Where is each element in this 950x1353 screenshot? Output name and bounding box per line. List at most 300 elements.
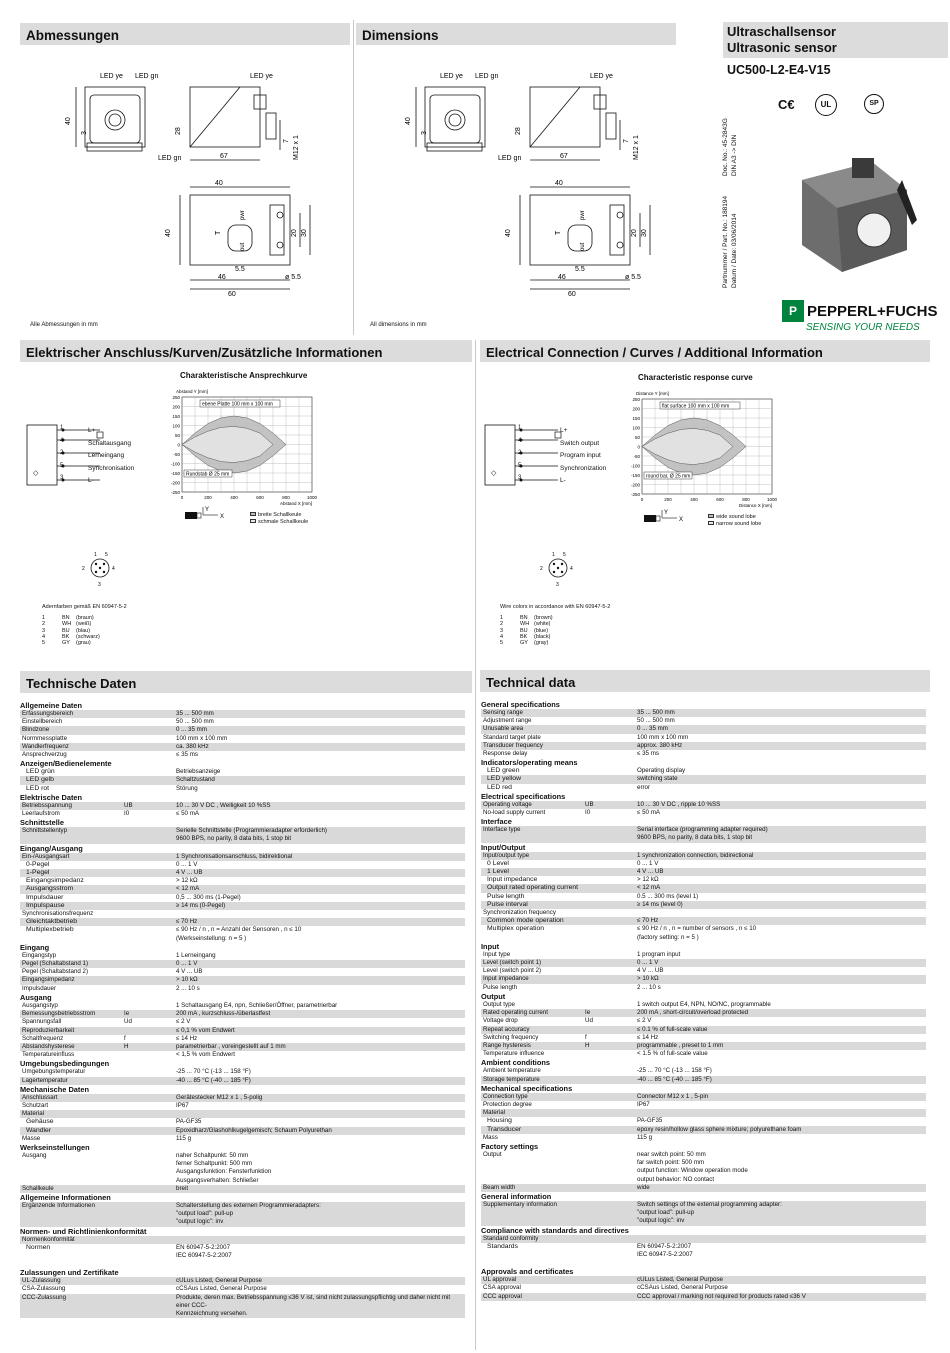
spec-symbol: Ud [585, 1017, 593, 1025]
spec-row [481, 1126, 926, 1134]
spec-label: Pulse length [487, 892, 525, 900]
spec-symbol [124, 1135, 176, 1143]
spec-symbol [585, 901, 637, 909]
spec-row [20, 1051, 465, 1059]
wire-colors-en [500, 604, 610, 646]
pin-labels-en [560, 425, 606, 488]
spec-symbol [585, 1293, 637, 1301]
wire-colors-title: Adernfarben gemäß EN 60947-5-2 [42, 604, 127, 610]
dim-dia-5-5: ø 5.5 [625, 274, 641, 281]
spec-row [20, 1110, 465, 1118]
dim-46: 46 [558, 274, 566, 281]
spec-row [481, 725, 926, 733]
spec-symbol [124, 894, 176, 902]
spec-symbol [585, 750, 637, 758]
spec-row [481, 984, 926, 992]
spec-row [20, 1294, 465, 1319]
section-heading: Schnittstelle [20, 818, 64, 828]
connector-pin: 3 [98, 582, 101, 588]
spec-label: Ein-/Ausgangsart [22, 852, 70, 860]
pin-number: 2 [60, 450, 64, 456]
pwr-label: pwr [240, 210, 246, 220]
spec-symbol [124, 1002, 176, 1010]
section-heading: Input [481, 941, 500, 951]
spec-value: > 12 kΩ [637, 876, 659, 884]
spec-symbol [124, 968, 176, 976]
spec-label: LED yellow [487, 775, 521, 783]
spec-label: Einstellbereich [22, 718, 63, 726]
section-heading: Allgemeine Informationen [20, 1192, 111, 1202]
spec-label: Erfassungsbereich [22, 710, 74, 717]
connector-pin: 1 [94, 552, 97, 558]
spec-label: Ambient temperature [483, 1067, 541, 1075]
spec-row [481, 1026, 926, 1034]
pin-number: 5 [60, 462, 64, 469]
dim-28: 28 [515, 127, 522, 135]
spec-row [20, 902, 465, 910]
spec-value: -25 ... 70 °C (-13 ... 158 °F) [176, 1068, 251, 1076]
spec-row [481, 1067, 926, 1075]
spec-row [20, 827, 465, 843]
spec-row [481, 852, 926, 860]
spec-row [20, 853, 465, 861]
spec-label: Betriebsspannung [22, 801, 72, 809]
culus-icon: UL [815, 94, 837, 116]
connector-pin: 1 [552, 552, 555, 558]
wire-entry: 4 BK (black) [500, 633, 551, 640]
spec-label: Rated operating current [483, 1009, 549, 1017]
spec-label: Eingangsimpedanz [26, 877, 84, 885]
spec-row [20, 802, 465, 810]
spec-value: Serial interface (programming adapter required) 9600 BPS, no parity, 8 data bits, 1 stop bit [637, 826, 768, 842]
section-heading: Approvals and certificates [481, 1267, 574, 1277]
spec-value: 1 Schaltausgang E4, npn, Schließer/Öffner, parametrierbar [176, 1001, 338, 1009]
spec-symbol [585, 1126, 637, 1134]
spec-value: 200 mA , short-circuit/overload protected [637, 1009, 749, 1017]
spec-value: ≤ 90 Hz / n , n = number of sensors , n ≤ 10 (factory setting: n = 5 ) [637, 925, 757, 941]
section-heading: Normen- und Richtlinienkonformität [20, 1226, 147, 1236]
section-heading: Interface [481, 817, 512, 827]
spec-row [481, 775, 926, 783]
dim-40-side: 40 [165, 229, 172, 237]
spec-label: LED rot [26, 784, 50, 792]
svg-text:Y: Y [205, 507, 210, 513]
spec-symbol [124, 985, 176, 993]
out-label: out [240, 242, 246, 251]
spec-label: Interface type [483, 826, 521, 834]
spec-row [20, 743, 465, 751]
spec-label: Output type [483, 1000, 515, 1008]
spec-label: Standards [487, 1242, 518, 1250]
spec-row [481, 767, 926, 775]
legend-wide: wide sound lobe [716, 514, 756, 520]
spec-label: Operating voltage [483, 800, 532, 808]
spec-symbol [124, 952, 176, 960]
part-number: Partnummer / Part. No.: 188194 [722, 195, 729, 288]
spec-value: Connector M12 x 1 , 5-pin [637, 1092, 709, 1100]
section-heading: Ambient conditions [481, 1058, 550, 1068]
spec-symbol [585, 868, 637, 876]
spec-value: 115 g [176, 1134, 192, 1142]
spec-label: 0 Level [487, 859, 509, 867]
spec-value: 4 V ... UB [637, 868, 664, 876]
svg-text:X: X [679, 517, 684, 523]
spec-row [481, 809, 926, 817]
spec-label: CSA-Zulassung [22, 1285, 66, 1293]
spec-row [20, 726, 465, 734]
spec-label: Pulse length [483, 983, 518, 991]
spec-value: 0 ... 35 mm [637, 725, 668, 733]
pin-number: 5 [518, 462, 522, 469]
spec-row [20, 1127, 465, 1135]
spec-value: 115 g [637, 1133, 653, 1141]
chart-legend-en [708, 514, 761, 528]
dim-m12: M12 x 1 [293, 135, 300, 160]
spec-label: Adjustment range [483, 717, 532, 725]
led-ye-label-2: LED ye [250, 73, 273, 80]
spec-label: No-load supply current [483, 809, 546, 817]
connector-pin: 2 [540, 566, 543, 572]
spec-row [20, 1135, 465, 1143]
dim-20: 20 [631, 229, 638, 237]
spec-row [481, 1276, 926, 1284]
section-heading: Mechanische Daten [20, 1084, 90, 1094]
spec-value: Gerätestecker M12 x 1 , 5-polig [176, 1093, 263, 1101]
spec-label: Multiplex operation [487, 925, 545, 933]
pin-label: L+ [88, 427, 96, 434]
dim-3: 3 [421, 131, 428, 135]
sensor-symbol-icon: ◇ [491, 470, 497, 477]
led-gn-label: LED gn [135, 73, 159, 80]
spec-label: Schutzart [22, 1101, 49, 1109]
spec-value: Serielle Schnittstelle (Programmieradapter erforderlich) 9600 BPS, no parity, 8 data bits, 1 stop bit [176, 827, 327, 843]
spec-label: Impulsdauer [26, 893, 64, 901]
spec-label: Multiplexbetrieb [26, 926, 74, 934]
spec-symbol [585, 826, 637, 842]
wire-colors-title: Wire colors in accordance with EN 60947-5-2 [500, 604, 611, 610]
section-heading: General specifications [481, 700, 560, 709]
spec-value: ≤ 2 V [637, 1017, 652, 1025]
spec-symbol [585, 734, 637, 742]
spec-value: IP67 [176, 1101, 189, 1109]
spec-value: cCSAus Listed, General Purpose [637, 1284, 728, 1292]
spec-row [481, 860, 926, 868]
brand-mark-icon: P [782, 300, 804, 322]
spec-symbol [585, 951, 637, 959]
spec-symbol [585, 925, 637, 941]
spec-symbol [124, 1236, 176, 1244]
spec-label: Input impedance [483, 975, 529, 983]
x-tick-label: 1000 [306, 495, 318, 500]
spec-value: approx. 380 kHz [637, 741, 683, 749]
spec-symbol: Ie [585, 1009, 591, 1017]
spec-label: Supplementary information [483, 1200, 557, 1208]
spec-value: < 1,5 % vom Endwert [176, 1051, 235, 1059]
spec-label: Switching frequency [483, 1033, 539, 1041]
spec-row [481, 868, 926, 876]
spec-value: 0,5 ... 300 ms (1-Pegel) [176, 893, 241, 901]
spec-label: Temperature influence [483, 1050, 545, 1058]
spec-value: ≤ 70 Hz [176, 918, 198, 926]
spec-symbol [585, 884, 637, 892]
model-number: UC500-L2-E4-V15 [727, 63, 831, 77]
spec-symbol [585, 1134, 637, 1142]
spec-symbol [124, 1094, 176, 1102]
spec-value: 2 ... 10 s [176, 984, 200, 992]
spec-symbol [124, 861, 176, 869]
spec-value: cULus Listed, General Purpose [637, 1276, 723, 1284]
spec-value: CCC approval / marking not required for products rated ≤36 V [637, 1292, 806, 1300]
spec-row [20, 1010, 465, 1018]
dim-46: 46 [218, 274, 226, 281]
spec-value: ≤ 35 ms [637, 750, 659, 758]
pin-label: Program input [560, 452, 601, 459]
spacer [481, 1259, 926, 1267]
spec-label: Pegel (Schaltabstand 1) [22, 960, 89, 968]
dimensions-header-en: Dimensions [356, 23, 676, 45]
spec-label: Gleichtaktbetrieb [26, 918, 78, 926]
spec-label: Lagertemperatur [22, 1076, 68, 1084]
spec-value: error [637, 783, 651, 791]
dim-40: 40 [65, 117, 72, 125]
dim-40-top: 40 [555, 180, 563, 187]
spec-symbol [585, 784, 637, 792]
spec-symbol [124, 918, 176, 926]
dim-67: 67 [560, 153, 568, 160]
spec-value: EN 60947-5-2:2007 IEC 60947-5-2:2007 [637, 1242, 693, 1258]
spec-symbol [124, 1051, 176, 1059]
spec-value: EN 60947-5-2:2007 IEC 60947-5-2:2007 [176, 1243, 232, 1259]
spec-symbol [585, 1076, 637, 1084]
spec-label: 1-Pegel [26, 869, 50, 877]
spec-value: cCSAus Listed, General Purpose [176, 1285, 267, 1293]
spec-symbol: I0 [124, 810, 130, 818]
spec-symbol [124, 1077, 176, 1085]
spec-row [481, 1235, 926, 1243]
wire-entry: 1 BN (braun) [42, 615, 94, 622]
spec-symbol [585, 1117, 637, 1125]
spec-value: cULus Listed, General Purpose [176, 1277, 262, 1285]
axis-orientation-icon [642, 508, 687, 528]
y-tick-label: -150 [170, 471, 180, 476]
pin-label: L+ [560, 427, 568, 434]
spec-symbol [585, 852, 637, 860]
spec-symbol [585, 893, 637, 901]
spec-value: 0.5 ... 300 ms (level 1) [637, 892, 699, 900]
spec-label: Bemessungsbetriebsstrom [22, 1010, 96, 1018]
x-tick-label: 0 [640, 497, 644, 502]
pin-numbers-de [60, 422, 63, 485]
spec-row [481, 801, 926, 809]
spec-label: Storage temperature [483, 1075, 540, 1083]
spec-label: Sensing range [483, 709, 523, 716]
spec-label: Normenkonformität [22, 1235, 75, 1243]
connector-pin: 5 [105, 552, 108, 558]
product-name-en: Ultrasonic sensor [727, 40, 837, 55]
spec-value: 100 mm x 100 mm [176, 734, 228, 742]
spec-row [20, 785, 465, 793]
spec-value: > 10 kΩ [176, 976, 198, 984]
sensor-symbol-icon: ◇ [33, 470, 39, 477]
dimension-svg [30, 65, 330, 305]
dim-30: 30 [641, 229, 648, 237]
spec-label: Schnittstellentyp [22, 827, 68, 835]
product-photo [782, 150, 922, 280]
spec-value: ≤ 35 ms [176, 751, 198, 759]
spec-row [20, 1068, 465, 1076]
dim-3: 3 [81, 131, 88, 135]
spec-symbol: f [124, 1034, 126, 1042]
brand-name: PEPPERL+FUCHS [807, 302, 938, 320]
x-tick-label: 800 [282, 495, 290, 500]
pin-label: L- [88, 477, 94, 484]
spec-label: Eingangstyp [22, 951, 57, 959]
spec-symbol [585, 725, 637, 733]
spec-row [481, 709, 926, 717]
dim-60: 60 [568, 291, 576, 298]
spec-label: Temperatureinfluss [22, 1051, 75, 1059]
x-tick-label: 0 [180, 495, 184, 500]
spec-symbol [585, 1184, 637, 1192]
spec-symbol: UB [124, 801, 133, 809]
section-heading: Umgebungsbedingungen [20, 1059, 110, 1069]
pin-number: 4 [518, 437, 522, 444]
dim-60: 60 [228, 291, 236, 298]
spec-symbol [585, 1050, 637, 1058]
spec-row [481, 1001, 926, 1009]
spec-row [20, 1285, 465, 1293]
spec-label: Synchronization frequency [483, 909, 556, 917]
section-heading: Zulassungen und Zertifikate [20, 1268, 119, 1278]
spec-label: Masse [22, 1134, 41, 1142]
y-axis-label: Distance Y [mm] [636, 391, 669, 396]
spec-value: near switch point: 50 mm far switch point: 500 mm output function: Window operation mode output behavior: NO contact [637, 1150, 748, 1183]
spec-label: Schaltfrequenz [22, 1034, 64, 1042]
dim-m12: M12 x 1 [633, 135, 640, 160]
section-heading: Eingang/Ausgang [20, 843, 83, 853]
spec-symbol [124, 768, 176, 776]
spec-value: Operating display [637, 767, 686, 775]
spec-symbol [124, 735, 176, 743]
spec-symbol [124, 902, 176, 910]
spec-symbol [124, 751, 176, 759]
spec-label: Abstandshysterese [22, 1042, 75, 1050]
wire-entry: 3 BU (blau) [42, 627, 91, 634]
spec-symbol [124, 1110, 176, 1118]
led-gn-label-2: LED gn [498, 155, 522, 162]
spec-row [20, 1102, 465, 1110]
legend-narrow: schmale Schallkeule [258, 519, 309, 525]
dimensions-header-de: Abmessungen [20, 23, 350, 45]
spec-row [481, 742, 926, 750]
spec-value: ≤ 70 Hz [637, 917, 659, 925]
spec-symbol [124, 827, 176, 843]
spec-label: Output rated operating current [487, 884, 579, 892]
spec-value: ≤ 90 Hz / n , n = Anzahl der Sensoren , n ≤ 10 (Werkseinstellung: n = 5 ) [176, 926, 302, 942]
spec-row [481, 826, 926, 842]
spec-label: Voltage drop [483, 1017, 518, 1025]
y-tick-label: 150 [172, 414, 180, 419]
spec-symbol [585, 1235, 637, 1243]
spec-label: Ausgangstyp [22, 1001, 58, 1009]
y-tick-label: 0 [177, 442, 180, 448]
x-tick-label: 400 [230, 495, 238, 500]
spec-symbol [124, 1285, 176, 1293]
tech-table-de [20, 701, 465, 1318]
spec-value [637, 909, 926, 917]
tech-table-en [481, 700, 926, 1301]
spec-label: Spannungsfall [22, 1018, 62, 1026]
spec-value: > 12 kΩ [176, 877, 198, 885]
spec-label: Input type [483, 950, 511, 958]
spec-value: 4 V ... UB [637, 967, 664, 975]
spec-label: Input impedance [487, 876, 538, 884]
spec-symbol [585, 860, 637, 868]
spec-value: 0 ... 1 V [637, 859, 659, 867]
x-tick-label: 800 [742, 497, 750, 502]
spec-label: Protection degree [483, 1100, 532, 1108]
y-tick-label: 50 [174, 433, 180, 438]
spec-symbol [585, 1026, 637, 1034]
pin-number: 3 [518, 475, 522, 481]
spec-symbol [124, 960, 176, 968]
spec-symbol [124, 1244, 176, 1260]
spec-symbol: UB [585, 800, 594, 808]
narrow-lobe-swatch [708, 521, 714, 525]
spec-value: Schaltzustand [176, 776, 215, 784]
spec-value: 0 ... 1 V [176, 860, 198, 868]
led-ye-label: LED ye [440, 73, 463, 80]
ce-icon: C€ [778, 97, 795, 112]
spec-row [481, 893, 926, 901]
dim-7: 7 [623, 139, 630, 143]
dimension-drawing-en [370, 65, 670, 310]
spec-value: < 1.5 % of full-scale value [637, 1050, 708, 1058]
spec-symbol [124, 743, 176, 751]
spec-row [481, 951, 926, 959]
spec-row [481, 967, 926, 975]
spec-value [637, 1235, 926, 1243]
spec-row [20, 768, 465, 776]
spec-symbol [585, 1276, 637, 1284]
spec-label: Schallkeule [22, 1184, 54, 1192]
spec-value: IP67 [637, 1100, 650, 1108]
spec-value: naher Schaltpunkt: 50 mm ferner Schaltpunkt: 500 mm Ausgangsfunktion: Fensterfunktion Ausgangsverhalten: Schließer [176, 1151, 272, 1184]
spec-label: Material [483, 1109, 506, 1117]
spec-symbol [124, 726, 176, 734]
csa-icon: SP [864, 94, 884, 114]
spec-row [20, 1043, 465, 1051]
spec-value: 4 V ... UB [176, 968, 203, 976]
section-heading: Ausgang [20, 992, 52, 1002]
spec-symbol [585, 767, 637, 775]
wire-entry: 1 BN (brown) [500, 615, 553, 622]
pin-label: Lerneingang [88, 452, 125, 459]
y-tick-label: 50 [634, 435, 640, 440]
spec-value: 50 ... 500 mm [176, 718, 214, 726]
legend-wide: breite Schallkeule [258, 512, 302, 518]
spec-label: LED red [487, 783, 512, 791]
x-tick-label: 400 [690, 497, 698, 502]
spec-row [20, 952, 465, 960]
spec-row [20, 1094, 465, 1102]
spec-symbol [124, 1202, 176, 1227]
spec-row [481, 884, 926, 892]
spec-label: Housing [487, 1117, 512, 1125]
product-title [723, 22, 948, 58]
spec-value: 35 ... 500 mm [637, 709, 675, 716]
dim-40-side: 40 [505, 229, 512, 237]
